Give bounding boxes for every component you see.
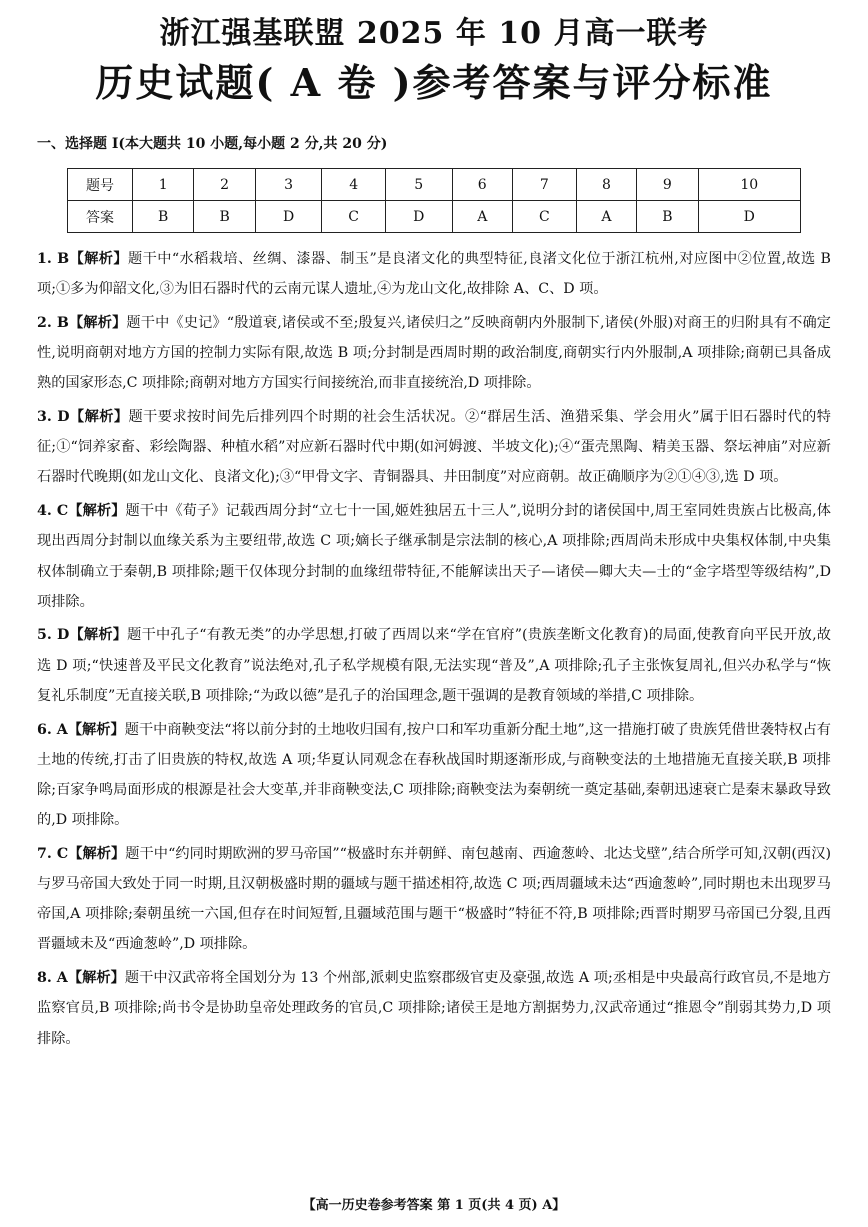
answer-cell: A [576,201,636,233]
question-number: 1 [133,169,194,201]
explanation-item [37,244,831,304]
explanation-prefix: 4. C【解析】 [37,503,126,520]
explanation-text: 题干中孔子“有教无类”的办学思想,打破了西周以来“学在官府”(贵族垄断文化教育)的局面,使教育向平民开放,故选 D 项;“快速普及平民文化教育”说法绝对,孔子私学规模有限,无法实现“普及”,A 项排除;孔子主张恢复周礼,但兴办私学与“恢复礼乐制度”无直接关联,B 项排除;“为政以德”是孔子的治国理念,题干强调的是教育领域的举措,C 项排除。 [37,627,831,704]
question-number: 4 [322,169,386,201]
answer-cell: D [386,201,453,233]
answer-cell: C [512,201,576,233]
question-number: 10 [698,169,800,201]
section-heading: 一、选择题 I(本大题共 10 小题,每小题 2 分,共 20 分) [37,136,388,152]
answer-cell: B [637,201,698,233]
explanation-text: 题干中“水稻栽培、丝绸、漆器、制玉”是良渚文化的典型特征,良渚文化位于浙江杭州,对应图中②位置,故选 B 项;①多为仰韶文化,③为旧石器时代的云南元谋人遗址,④为龙山文化,故排除 A、C、D 项。 [37,251,831,298]
explanation-prefix: 6. A【解析】 [37,721,125,738]
explanation-prefix: 7. C【解析】 [37,845,126,862]
question-number: 2 [194,169,255,201]
answer-cell: C [322,201,386,233]
explanation-prefix: 8. A【解析】 [37,970,125,987]
answer-row [68,201,801,233]
explanation-item [37,839,831,960]
question-number-row [68,169,801,201]
page-footer: 【高一历史卷参考答案 第 1 页(共 4 页) A】 [302,1198,566,1213]
answer-cell: D [698,201,800,233]
explanation-item [37,963,831,1054]
answer-table [67,168,801,233]
explanation-text: 题干中汉武帝将全国划分为 13 个州部,派刺史监察郡级官吏及豪强,故选 A 项;丞相是中央最高行政官员,不是地方监察官员,B 项排除;尚书令是协助皇帝处理政务的官员,C 项排除;诸侯王是地方割据势力,汉武帝通过“推恩令”削弱其势力,D 项排除。 [37,970,831,1047]
explanation-item [37,308,831,399]
explanation-item [37,715,831,836]
question-number: 9 [637,169,698,201]
row-label-number: 题号 [68,169,133,201]
exam-title: 浙江强基联盟 2025 年 10 月高一联考 [159,16,709,51]
explanation-item [37,496,831,617]
explanation-prefix: 3. D【解析】 [37,409,129,426]
question-number: 8 [576,169,636,201]
explanation-item [37,402,831,493]
question-number: 5 [386,169,453,201]
explanation-text: 题干中《荀子》记载西周分封“立七十一国,姬姓独居五十三人”,说明分封的诸侯国中,周王室同姓贵族占比极高,体现出西周分封制以血缘关系为主要纽带,故选 C 项;嫡长子继承制是宗法制的核心,A 项排除;西周尚未形成中央集权体制,中央集权体制确立于秦朝,B 项排除;题干仅体现分封制的血缘纽带特征,不能解读出天子—诸侯—卿大夫—士的“金字塔型等级结构”,D 项排除。 [37,503,831,610]
explanation-text: 题干中商鞅变法“将以前分封的土地收归国有,按户口和军功重新分配土地”,这一措施打破了贵族凭借世袭特权占有土地的传统,打击了旧贵族的特权,故选 A 项;华夏认同观念在春秋战国时期逐渐形成,与商鞅变法的土地措施无直接关联,B 项排除;百家争鸣局面形成的根源是社会大变革,并非商鞅变法,C 项排除;商鞅变法为秦朝统一奠定基础,秦朝迅速衰亡是秦末暴政导致的,D 项排除。 [37,721,831,829]
explanations [37,244,831,1057]
answer-cell: D [255,201,322,233]
question-number: 3 [255,169,322,201]
explanation-prefix: 2. B【解析】 [37,314,127,331]
explanation-prefix: 5. D【解析】 [37,627,128,644]
explanation-text: 题干中“约同时期欧洲的罗马帝国”“极盛时东并朝鲜、南包越南、西逾葱岭、北达戈壁”,结合所学可知,汉朝(西汉)与罗马帝国大致处于同一时期,且汉朝极盛时期的疆域与题干描述相符,故选 C 项;西周疆域未达“西逾葱岭”,同时期也未出现罗马帝国,A 项排除;秦朝虽统一六国,但存在时间短暂,且疆域范围与题干“极盛时”特征不符,B 项排除;西晋时期罗马帝国已分裂,且西晋疆域未及“西逾葱岭”,D 项排除。 [37,845,831,953]
answer-cell: B [133,201,194,233]
row-label-answer: 答案 [68,201,133,233]
question-number: 7 [512,169,576,201]
explanation-prefix: 1. B【解析】 [37,251,129,267]
explanation-text: 题干要求按时间先后排列四个时期的社会生活状况。②“群居生活、渔猎采集、学会用火”属于旧石器时代的特征;①“饲养家畜、彩绘陶器、种植水稻”对应新石器时代中期(如河姆渡、半坡文化);④“蛋壳黑陶、精美玉器、祭坛神庙”对应新石器时代晚期(如龙山文化、良渚文化);③“甲骨文字、青铜器具、井田制度”对应商朝。故正确顺序为②①④③,选 D 项。 [37,409,831,486]
answer-cell: A [452,201,512,233]
answer-key-title: 历史试题( A 卷 )参考答案与评分标准 [95,60,773,105]
explanation-item [37,620,831,711]
explanation-text: 题干中《史记》“殷道衰,诸侯或不至;殷复兴,诸侯归之”反映商朝内外服制下,诸侯(外服)对商王的归附具有不确定性,说明商朝对地方方国的控制力实际有限,故选 B 项;分封制是西周时期的政治制度,商朝实行内外服制,A 项排除;商朝已具备成熟的国家形态,C 项排除;商朝对地方方国实行间接统治,而非直接统治,D 项排除。 [37,314,831,392]
answer-cell: B [194,201,255,233]
question-number: 6 [452,169,512,201]
